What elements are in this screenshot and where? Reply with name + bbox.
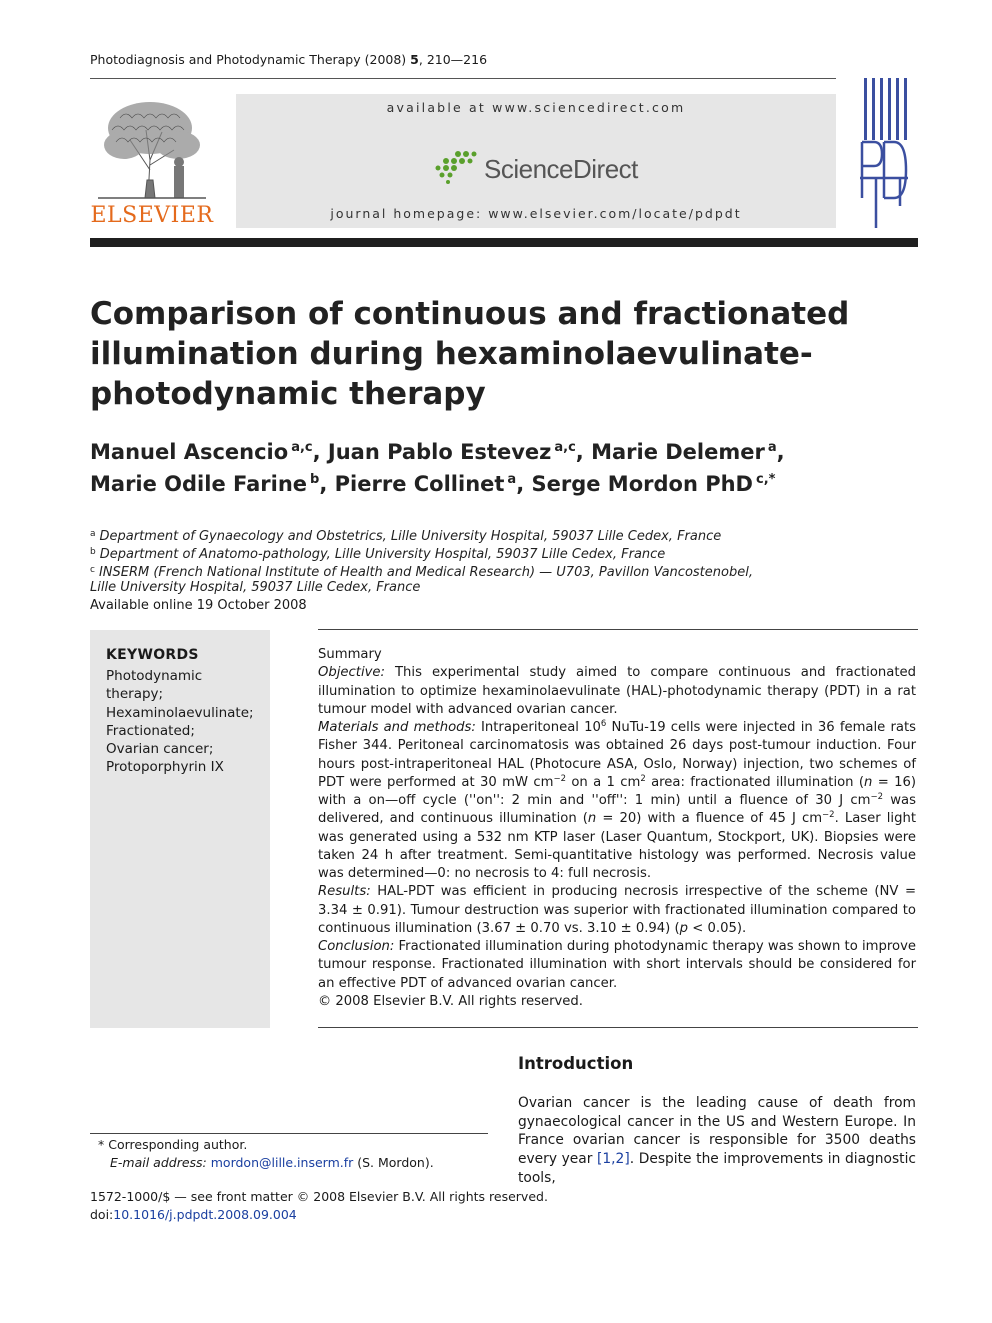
keywords-list [106, 667, 254, 777]
author-name: Marie Odile Farine [90, 472, 308, 496]
keyword-line: Ovarian cancer; [106, 741, 214, 758]
author-name: Juan Pablo Estevez [327, 440, 552, 464]
summary-top-rule [318, 629, 918, 630]
author-name: Pierre Collinet [334, 472, 505, 496]
author-affil-marker: a,c [291, 440, 313, 455]
author-name: Manuel Ascencio [90, 440, 289, 464]
journal-homepage-text: journal homepage: www.elsevier.com/locate/pdpdt [330, 206, 742, 221]
summary-methods: Materials and methods: Intraperitoneal $10^6$ NuTu-19 cells were injected in 36 female rats Fisher 344. Peritoneal carcinomatosis was obtained 26 days post-tumour induction. Four hours post-intraperitoneal HAL (Photocure ASA, Oslo, Norway) injection, two schemes of PDT were performed at 30 mW $cm^{-2}$ on a 1 $cm^2$ area: fractionated illumination (n = 16) with a on—off cycle (''on'': 2 min and ''off'': 1 min) until a fluence of 30 J $cm^{-2}$ was delivered, and continuous illumination (n = 20) with a fluence of 45 J $cm^{-2}$. Laser light was generated using a 532 nm KTP laser (Laser Quantum, Stockport, UK). Biopsies were taken 24 h after treatment. Semi-quantitative histology was performed. Necrosis value was determined—0: no necrosis to 4: full necrosis. [318, 719, 917, 881]
author-affil-marker: b [310, 472, 320, 487]
sciencedirect-logo [432, 146, 652, 190]
summary-heading: Summary [318, 647, 382, 662]
journal-volume: 5 [410, 52, 419, 67]
header-rule [90, 78, 836, 79]
article-title: Comparison of continuous and fractionated illumination during hexaminolaevulinate-photodynamic therapy [90, 296, 850, 412]
doi-label: doi: [90, 1206, 114, 1222]
introduction-text: Ovarian cancer is the leading cause of death from gynaecological cancer in the US and Western Europe. In France ovarian cancer is responsible for 3500 deaths every year [1,2]. Despite the improvements in diagnostic tools, [518, 1095, 917, 1186]
keyword-line: Hexaminolaevulinate; [106, 704, 254, 721]
available-online: Available online 19 October 2008 [90, 598, 307, 613]
author-affil-marker: c,* [755, 472, 776, 487]
publisher-logo-text: ELSEVIER [90, 203, 214, 228]
affiliation-marker: b [90, 547, 96, 557]
introduction-heading: Introduction [518, 1054, 634, 1073]
keyword-line: Photodynamic [106, 668, 203, 684]
corresponding-author-footnote: * Corresponding author. E-mail address: mordon@lille.inserm.fr (S. Mordon). [98, 1137, 434, 1170]
author-affil-marker: a [767, 440, 777, 455]
journal-reference: Photodiagnosis and Photodynamic Therapy (2008) 5, 210—216 [90, 52, 488, 67]
footnote-rule [90, 1133, 488, 1134]
email-label: E-mail address: [110, 1154, 207, 1170]
keyword-line: Fractionated; [106, 722, 195, 739]
issn-line: 1572-1000/$ — see front matter © 2008 Elsevier B.V. All rights reserved. [90, 1189, 548, 1204]
author-name: Marie Delemer [591, 440, 765, 464]
affiliation-text: Department of Anatomo-pathology, Lille University Hospital, 59037 Lille Cedex, France [99, 547, 666, 562]
email-link[interactable]: mordon@lille.inserm.fr [210, 1154, 354, 1170]
summary-bottom-rule [318, 1027, 918, 1028]
abstract-summary [318, 646, 916, 1011]
corresponding-author: * Corresponding author. [98, 1137, 248, 1152]
journal-pages: 210—216 [426, 52, 488, 67]
keywords-heading: KEYWORDS [106, 647, 199, 663]
journal-name: Photodiagnosis and Photodynamic Therapy (2008) [90, 52, 407, 67]
author-affil-marker: a,c [554, 440, 576, 455]
available-at-text: available at www.sciencedirect.com [386, 100, 686, 115]
summary-objective: Objective: This experimental study aimed to compare continuous and fractionated illumination to optimize hexaminolaevulinate (HAL)-photodynamic therapy (PDT) in a rat tumour model with advanced ovarian cancer. [318, 665, 916, 717]
affiliation-text: INSERM (French National Institute of Health and Medical Research) — U703, Pavillon Vancostenobel, [98, 565, 753, 580]
citation-link[interactable]: [1,2] [597, 1151, 630, 1168]
summary-copyright: © 2008 Elsevier B.V. All rights reserved. [318, 993, 583, 1009]
keyword-line: therapy; [106, 686, 164, 703]
affiliation-marker: c [90, 565, 95, 575]
sciencedirect-dots-icon [432, 150, 482, 186]
affiliation [90, 579, 910, 597]
summary-conclusion: Conclusion: Fractionated illumination during photodynamic therapy was shown to improve tumour response. Fractionated illumination with short intervals should be considered for an effective PDT of advanced ovarian cancer. [318, 939, 916, 991]
summary-results: Results: HAL-PDT was efficient in producing necrosis irrespective of the scheme (NV = 3.34 ± 0.91). Tumour destruction was superior with fractionated illumination compared to continuous illumination (3.67 ± 0.70 vs. 3.10 ± 0.94) (p < 0.05). [318, 884, 916, 936]
pdpt-journal-logo [848, 78, 920, 230]
pdpt-logo-icon [848, 78, 920, 230]
front-matter-footer [90, 1188, 548, 1223]
sciencedirect-wordmark: ScienceDirect [484, 154, 638, 184]
author-name: Serge Mordon PhD [531, 472, 753, 496]
keyword-line: Protoporphyrin IX [106, 759, 224, 776]
affiliation-text: Lille University Hospital, 59037 Lille Cedex, France [90, 580, 421, 595]
author-affil-marker: a [507, 472, 517, 487]
author-list: Manuel Ascencio $^{a,c}$, Juan Pablo Estevez $^{a,c}$, Marie Delemer $^a$, Marie Odile Farine $^b$, Pierre Collinet $^a$, Serge Mordon PhD $^{c,*}$ [90, 440, 785, 496]
affiliation-text: Department of Gynaecology and Obstetrics, Lille University Hospital, 59037 Lille Cedex, France [99, 529, 722, 544]
doi-link[interactable]: 10.1016/j.pdpdt.2008.09.004 [113, 1206, 297, 1222]
affiliation-marker: a [90, 529, 96, 539]
header-thick-rule [90, 238, 918, 247]
